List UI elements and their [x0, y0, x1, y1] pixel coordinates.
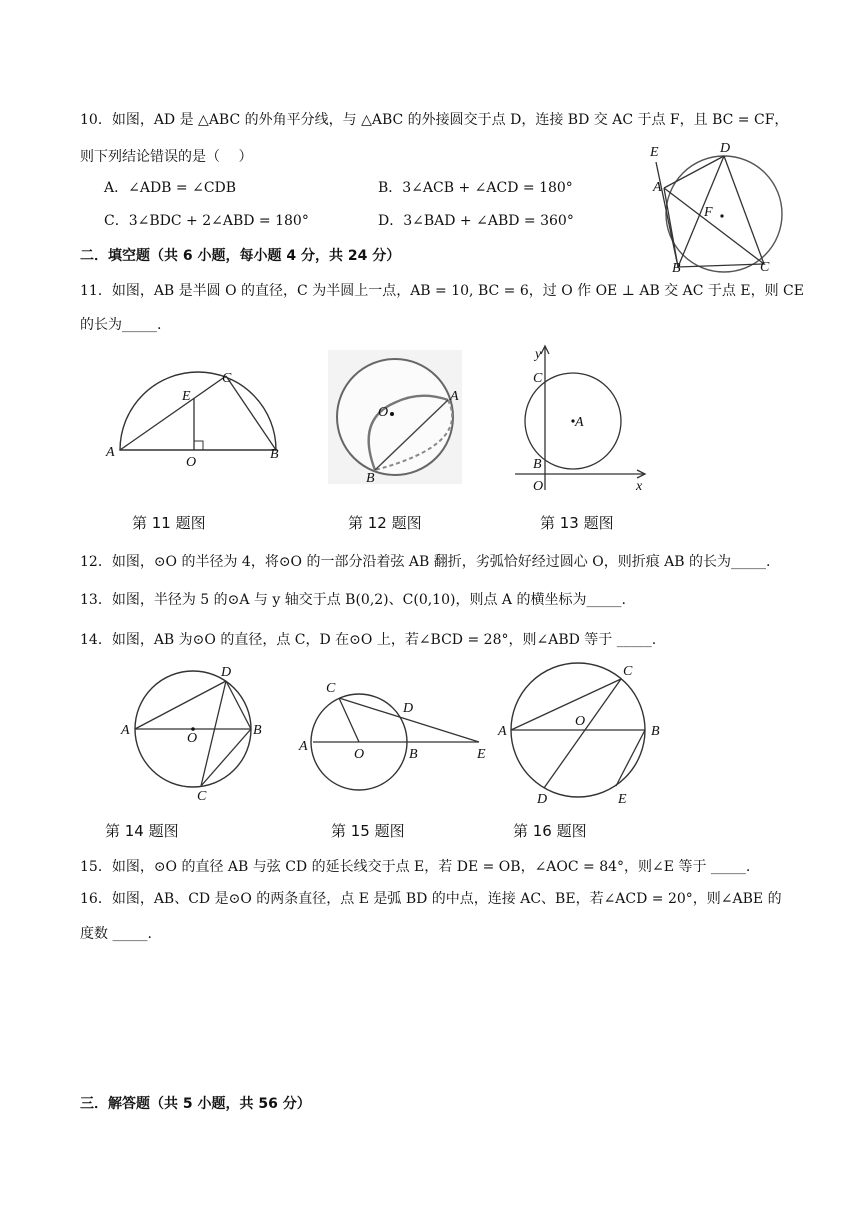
q10-line2: 则下列结论错误的是（ ）: [80, 149, 253, 165]
q15-label-b: B: [409, 747, 418, 762]
q16-line1: 16．如图，AB、CD 是⊙O 的两条直径，点 E 是弧 BD 的中点，连接 AC、BE，若∠ACD = 20°，则∠ABE 的: [80, 891, 782, 907]
q16-line2: 度数 _____.: [80, 926, 152, 942]
q15-label-c: C: [326, 681, 336, 696]
q15-text: 15．如图，⊙O 的直径 AB 与弦 CD 的延长线交于点 E，若 DE = OB，∠AOC = 84°，则∠E 等于 _____.: [80, 859, 751, 875]
q10-label-f: F: [704, 205, 713, 220]
q13-label-c: C: [533, 371, 543, 386]
caption-q13: 第 13 题图: [540, 514, 614, 532]
caption-q12: 第 12 题图: [348, 514, 422, 532]
q15-label-e: E: [477, 747, 486, 762]
q11-label-b: B: [270, 447, 279, 462]
q14-label-o: O: [187, 731, 198, 746]
q14-label-d: D: [221, 665, 232, 680]
q16-label-b: B: [651, 724, 660, 739]
q10-option-c: C．3∠BDC + 2∠ABD = 180°: [104, 213, 309, 229]
q16-label-e: E: [618, 792, 627, 807]
q10-label-c: C: [760, 260, 770, 275]
q13-label-y: y: [535, 347, 542, 362]
q10-line1: 10．如图，AD 是 △ABC 的外角平分线，与 △ABC 的外接圆交于点 D，连接 BD 交 AC 于点 F，且 BC = CF，: [80, 112, 789, 128]
q15-figure: [295, 670, 495, 795]
q11-label-o: O: [186, 455, 197, 470]
q11-label-e: E: [182, 389, 191, 404]
q11-label-a: A: [106, 445, 115, 460]
q16-label-d: D: [537, 792, 548, 807]
caption-q11: 第 11 题图: [132, 514, 206, 532]
q16-figure: [500, 655, 680, 810]
q12-figure: [320, 350, 470, 490]
q16-label-a: A: [498, 724, 507, 739]
q13-label-b: B: [533, 457, 542, 472]
caption-q16: 第 16 题图: [513, 822, 587, 840]
section3-heading: 三．解答题（共 5 小题，共 56 分）: [80, 1096, 311, 1112]
q14-label-a: A: [121, 723, 130, 738]
q13-text: 13．如图，半径为 5 的⊙A 与 y 轴交于点 B(0,2)、C(0,10)，则点 A 的横坐标为_____.: [80, 592, 626, 608]
q14-label-c: C: [197, 789, 207, 804]
q11-line2: 的长为_____.: [80, 317, 162, 333]
q13-figure: [505, 340, 655, 495]
q10-label-a: A: [653, 180, 662, 195]
q14-label-b: B: [253, 723, 262, 738]
q15-label-d: D: [403, 701, 414, 716]
section2-heading: 二．填空题（共 6 小题，每小题 4 分，共 24 分）: [80, 248, 401, 264]
q16-label-o: O: [575, 714, 586, 729]
q13-label-x: x: [636, 479, 643, 494]
q13-label-o: O: [533, 479, 544, 494]
q10-figure: [640, 140, 800, 280]
q14-figure: [115, 660, 275, 805]
q10-label-b: B: [672, 261, 681, 276]
q16-label-c: C: [623, 664, 633, 679]
q12-label-a: A: [450, 389, 459, 404]
q12-text: 12．如图，⊙O 的半径为 4，将⊙O 的一部分沿着弦 AB 翻折，劣弧恰好经过圆心 O，则折痕 AB 的长为_____.: [80, 554, 771, 570]
q11-line1: 11．如图，AB 是半圆 O 的直径，C 为半圆上一点，AB = 10, BC = 6，过 O 作 OE ⊥ AB 交 AC 于点 E，则 CE: [80, 283, 804, 299]
q10-option-d: D．3∠BAD + ∠ABD = 360°: [378, 213, 574, 229]
caption-q15: 第 15 题图: [331, 822, 405, 840]
q11-figure: [100, 360, 300, 470]
q14-text: 14．如图，AB 为⊙O 的直径，点 C，D 在⊙O 上，若∠BCD = 28°，则∠ABD 等于 _____.: [80, 632, 657, 648]
q12-label-b: B: [366, 471, 375, 486]
q10-option-a: A．∠ADB = ∠CDB: [104, 180, 237, 196]
caption-q14: 第 14 题图: [105, 822, 179, 840]
q11-label-c: C: [222, 371, 232, 386]
q13-label-a: A: [575, 415, 584, 430]
q10-option-b: B．3∠ACB + ∠ACD = 180°: [378, 180, 573, 196]
q15-label-a: A: [299, 739, 308, 754]
q15-label-o: O: [354, 747, 365, 762]
q10-label-d: D: [720, 141, 731, 156]
q10-label-e: E: [650, 145, 659, 160]
q12-label-o: O: [378, 405, 389, 420]
